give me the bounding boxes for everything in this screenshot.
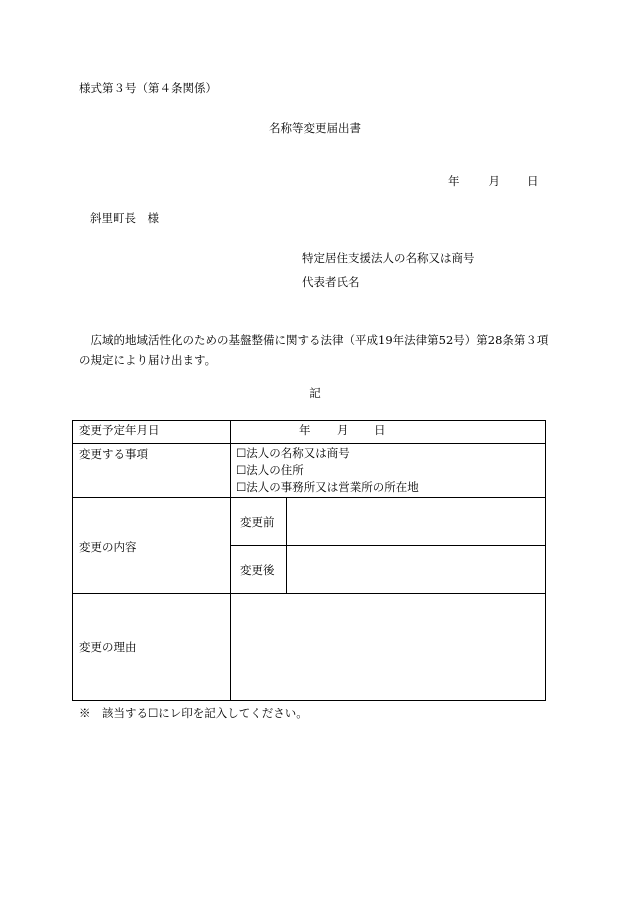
change-form-table bbox=[72, 420, 546, 701]
change-items-label: 変更する事項 bbox=[79, 447, 148, 461]
before-change-label: 変更前 bbox=[240, 515, 275, 529]
document-title: 名称等変更届出書 bbox=[269, 121, 361, 135]
after-change-field[interactable] bbox=[287, 546, 545, 593]
corporation-name-label: 特定居住支援法人の名称又は商号 bbox=[302, 251, 475, 265]
addressee: 斜里町長 様 bbox=[90, 211, 159, 225]
change-date-year: 年 bbox=[299, 423, 311, 437]
date-month-label: 月 bbox=[488, 174, 500, 188]
form-number: 様式第３号（第４条関係） bbox=[79, 81, 217, 95]
change-date-label: 変更予定年月日 bbox=[79, 423, 160, 437]
option-corp-name[interactable]: ☐法人の名称又は商号 bbox=[236, 446, 350, 460]
representative-name-label: 代表者氏名 bbox=[302, 275, 360, 289]
before-change-field[interactable] bbox=[287, 498, 545, 545]
option-corp-address[interactable]: ☐法人の住所 bbox=[236, 463, 304, 477]
body-paragraph: 広域的地域活性化のための基盤整備に関する法律（平成19年法律第52号）第28条第３項の規定により届け出ます。 bbox=[79, 333, 549, 367]
table-divider bbox=[73, 443, 545, 444]
date-day-label: 日 bbox=[527, 174, 539, 188]
change-date-month: 月 bbox=[337, 423, 349, 437]
ki-heading: 記 bbox=[309, 386, 321, 400]
option-office-location[interactable]: ☐法人の事務所又は営業所の所在地 bbox=[236, 480, 419, 494]
change-date-day: 日 bbox=[374, 423, 386, 437]
footnote: ※ 該当する☐にレ印を記入してください。 bbox=[79, 706, 308, 720]
change-reason-field[interactable] bbox=[231, 594, 545, 700]
change-content-label: 変更の内容 bbox=[79, 540, 137, 554]
change-reason-label: 変更の理由 bbox=[79, 640, 137, 654]
date-year-label: 年 bbox=[448, 174, 460, 188]
after-change-label: 変更後 bbox=[240, 563, 275, 577]
submission-date-line bbox=[448, 176, 539, 188]
